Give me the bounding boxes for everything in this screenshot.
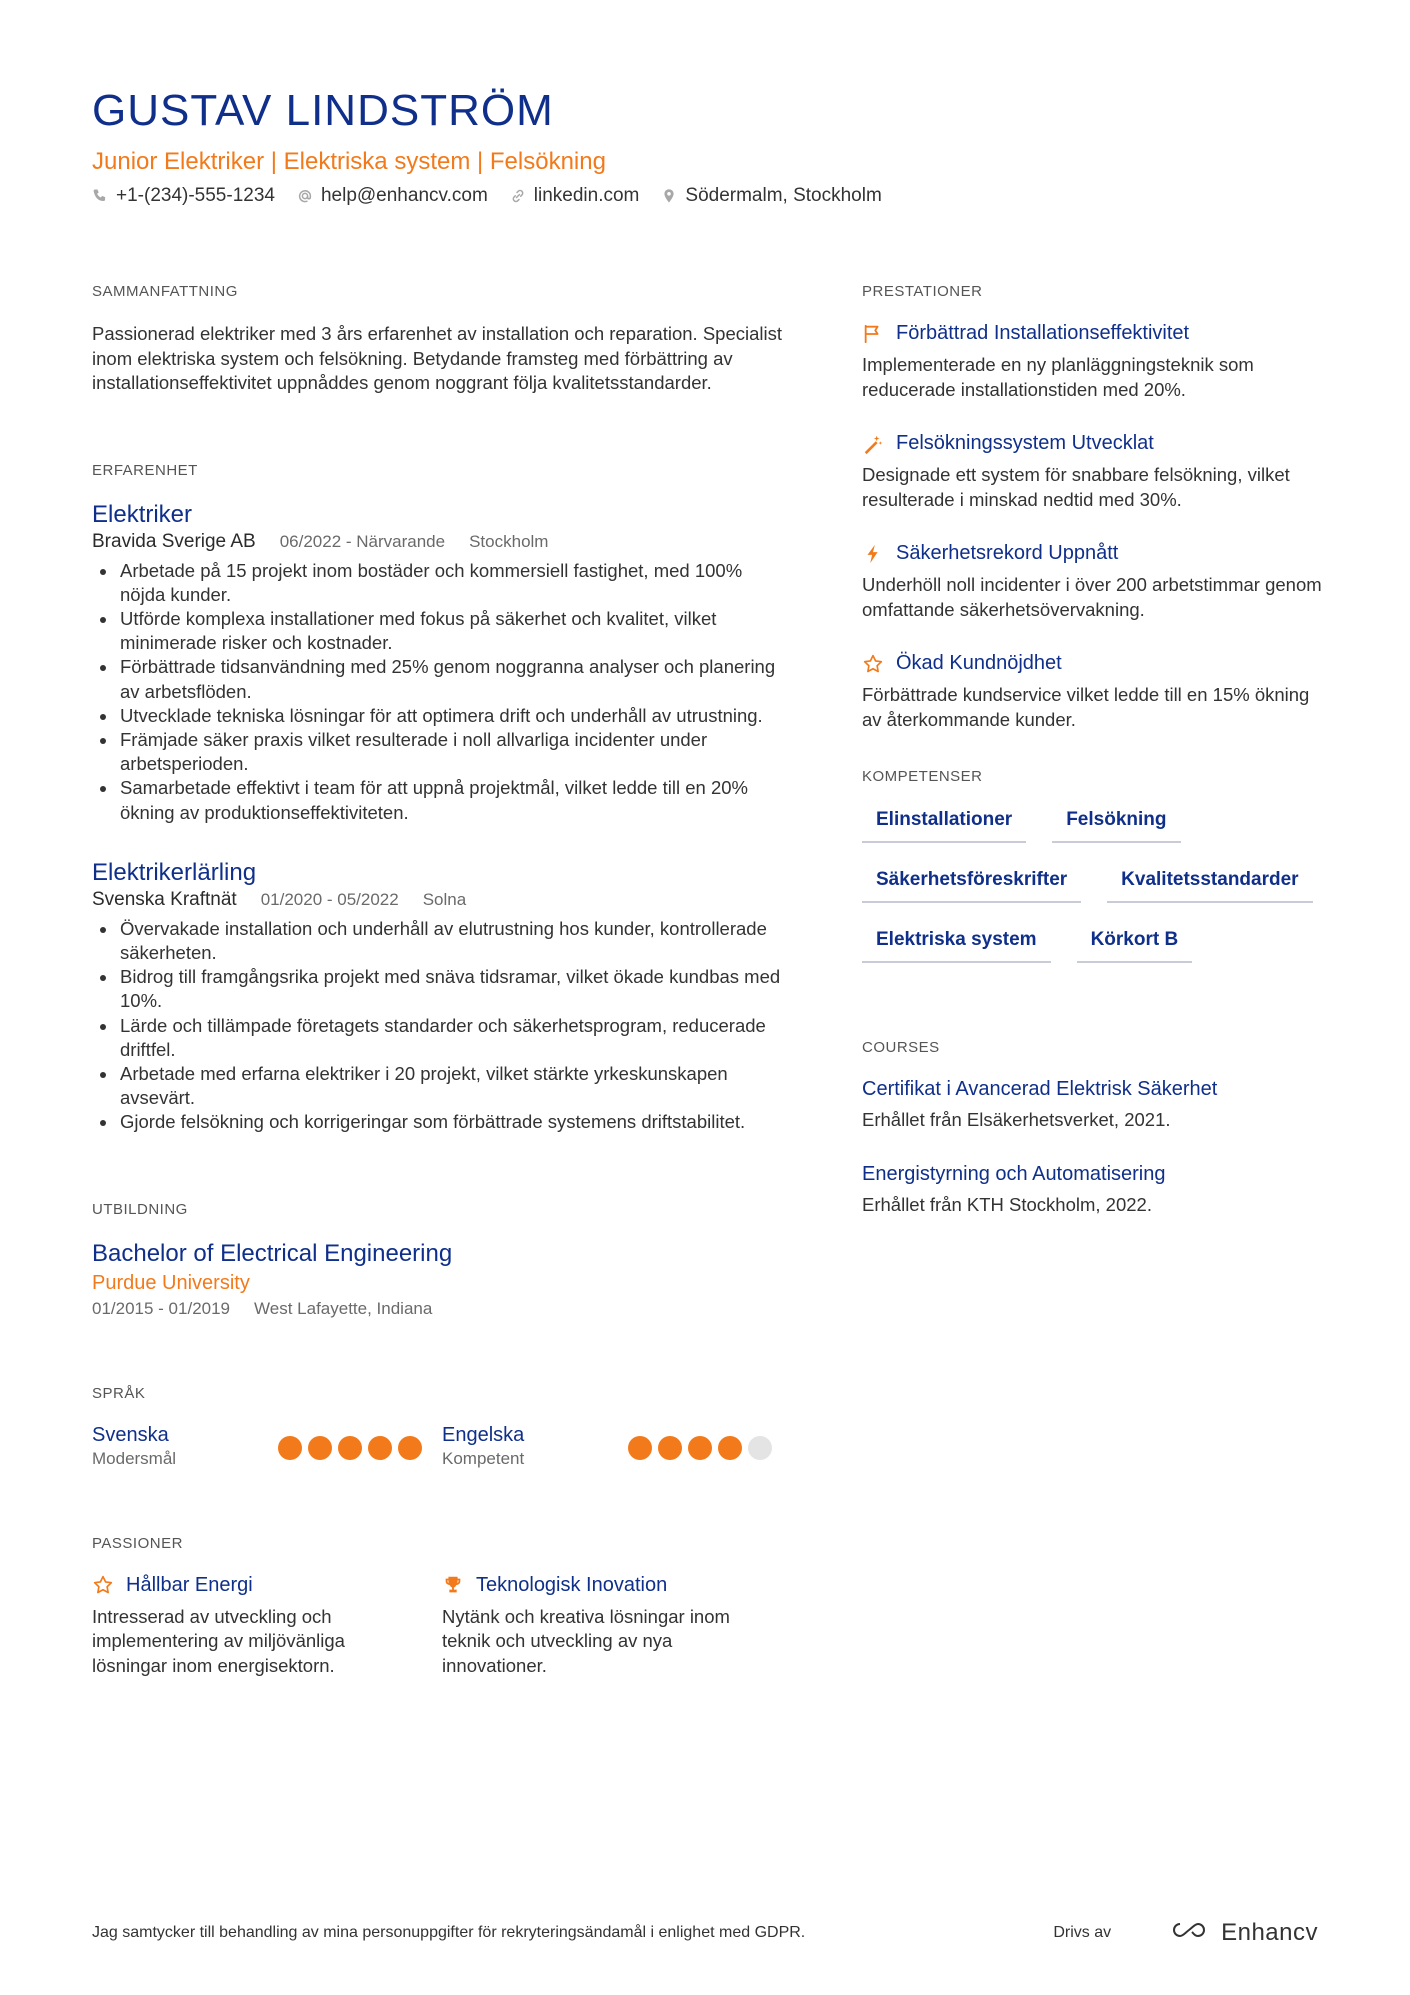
star-icon bbox=[862, 653, 884, 675]
education-school: Purdue University bbox=[92, 1271, 250, 1294]
lightning-icon bbox=[862, 543, 884, 565]
skill-tag: Säkerhetsföreskrifter bbox=[862, 869, 1081, 903]
course-description: Erhållet från Elsäkerhetsverket, 2021. bbox=[862, 1109, 1171, 1130]
contact-location bbox=[661, 185, 881, 207]
trophy-icon bbox=[442, 1574, 464, 1596]
achievement-description: Förbättrade kundservice vilket ledde till en 15% ökning av återkommande kunder. bbox=[862, 684, 1310, 730]
achievements-section bbox=[862, 283, 1322, 732]
language-level: Modersmål bbox=[92, 1448, 177, 1468]
magic-wand-icon bbox=[862, 433, 884, 455]
job-bullet: Arbetade på 15 projekt inom bostäder och kommersiell fastighet, med 100% nöjda kunder. bbox=[92, 559, 792, 607]
job-entry bbox=[92, 501, 792, 825]
skill-tag: Elektriska system bbox=[862, 929, 1051, 963]
right-column bbox=[862, 283, 1322, 1216]
candidate-headline: Junior Elektriker | Elektriska system | Felsökning bbox=[92, 148, 606, 175]
skill-list bbox=[862, 809, 1322, 963]
language-name: Svenska bbox=[92, 1423, 169, 1446]
job-bullet: Lärde och tillämpade företagets standarder och säkerhetsprogram, reducerade driftfel. bbox=[92, 1014, 792, 1062]
job-bullet: Utvecklade tekniska lösningar för att optimera drift och underhåll av utrustning. bbox=[92, 704, 792, 728]
job-location: Solna bbox=[422, 889, 467, 909]
job-bullet: Bidrog till framgångsrika projekt med snäva tidsramar, vilket ökade kundbas med 10%. bbox=[92, 965, 792, 1013]
link-icon bbox=[510, 188, 526, 204]
language-rating bbox=[628, 1436, 772, 1460]
education-degree: Bachelor of Electrical Engineering bbox=[92, 1239, 453, 1267]
courses-heading: COURSES bbox=[862, 1039, 940, 1056]
course-title: Energistyrning och Automatisering bbox=[862, 1163, 1166, 1185]
education-entry bbox=[92, 1240, 792, 1319]
achievement-item bbox=[862, 322, 1322, 402]
education-location: West Lafayette, Indiana bbox=[254, 1298, 433, 1318]
at-icon bbox=[297, 188, 313, 204]
achievements-heading: PRESTATIONER bbox=[862, 283, 983, 300]
experience-section bbox=[92, 462, 792, 1135]
passion-title: Teknologisk Inovation bbox=[476, 1573, 668, 1596]
gdpr-consent-text: Jag samtycker till behandling av mina personuppgifter för rekryteringsändamål i enlighet med GDPR. bbox=[92, 1923, 806, 1941]
passion-description: Nytänk och kreativa lösningar inom teknik och utveckling av nya innovationer. bbox=[442, 1605, 730, 1676]
rating-dot-filled bbox=[368, 1436, 392, 1460]
achievement-description: Designade ett system för snabbare felsökning, vilket resulterade i minskad nedtid med 30%. bbox=[862, 464, 1290, 510]
job-title: Elektrikerlärling bbox=[92, 858, 257, 886]
contact-location-text: Södermalm, Stockholm bbox=[685, 185, 882, 206]
achievement-title: Felsökningssystem Utvecklat bbox=[896, 432, 1154, 454]
location-pin-icon bbox=[661, 188, 677, 204]
rating-dot-filled bbox=[658, 1436, 682, 1460]
contact-email-text: help@enhancv.com bbox=[320, 185, 488, 206]
job-bullet: Samarbetade effektivt i team för att uppnå projektmål, vilket ledde till en 20% ökning av produktionseffektiviteten. bbox=[92, 776, 792, 824]
education-heading: UTBILDNING bbox=[92, 1200, 188, 1218]
passion-item bbox=[92, 1574, 442, 1679]
achievement-description: Implementerade en ny planläggningsteknik som reducerade installationstiden med 20%. bbox=[862, 354, 1254, 400]
job-company: Svenska Kraftnät bbox=[92, 888, 237, 910]
course-item bbox=[862, 1078, 1322, 1131]
course-title: Certifikat i Avancerad Elektrisk Säkerhet bbox=[862, 1078, 1218, 1100]
job-meta bbox=[92, 531, 792, 553]
flag-icon bbox=[862, 323, 884, 345]
skill-tag: Felsökning bbox=[1052, 809, 1180, 843]
education-meta bbox=[92, 1299, 792, 1319]
skills-section bbox=[862, 768, 1322, 963]
job-bullet: Förbättrade tidsanvändning med 25% genom noggranna analyser och planering av arbetsflöden. bbox=[92, 655, 792, 703]
achievement-item bbox=[862, 542, 1322, 622]
footer bbox=[92, 1918, 1318, 1947]
achievement-description: Underhöll noll incidenter i över 200 arbetstimmar genom omfattande säkerhetsövervakning. bbox=[862, 574, 1322, 620]
achievement-title: Säkerhetsrekord Uppnått bbox=[896, 542, 1119, 564]
job-location: Stockholm bbox=[469, 531, 549, 551]
passions-heading: PASSIONER bbox=[92, 1534, 183, 1552]
achievement-item bbox=[862, 652, 1322, 732]
language-name: Engelska bbox=[442, 1423, 525, 1446]
rating-dot-filled bbox=[688, 1436, 712, 1460]
candidate-name: GUSTAV LINDSTRÖM bbox=[92, 86, 554, 135]
skill-tag: Kvalitetsstandarder bbox=[1107, 869, 1312, 903]
rating-dot-filled bbox=[628, 1436, 652, 1460]
job-company: Bravida Sverige AB bbox=[92, 530, 256, 552]
summary-section bbox=[92, 283, 792, 396]
star-icon bbox=[92, 1574, 114, 1596]
languages-section bbox=[92, 1385, 792, 1469]
job-bullet: Främjade säker praxis vilket resulterade i noll allvarliga incidenter under arbetsperioden. bbox=[92, 728, 792, 776]
passion-item bbox=[442, 1574, 792, 1679]
passion-list bbox=[92, 1574, 792, 1679]
skill-tag: Körkort B bbox=[1077, 929, 1193, 963]
passion-title: Hållbar Energi bbox=[126, 1573, 253, 1596]
summary-heading: SAMMANFATTNING bbox=[92, 283, 238, 300]
rating-dot-filled bbox=[338, 1436, 362, 1460]
job-bullet: Utförde komplexa installationer med fokus på säkerhet och kvalitet, vilket minimerade risker och kostnader. bbox=[92, 607, 792, 655]
job-bullets bbox=[92, 917, 792, 1135]
language-level: Kompetent bbox=[442, 1448, 525, 1468]
job-meta bbox=[92, 889, 792, 911]
rating-dot-empty bbox=[748, 1436, 772, 1460]
job-dates: 06/2022 - Närvarande bbox=[279, 531, 446, 551]
job-bullets bbox=[92, 559, 792, 825]
language-rating bbox=[278, 1436, 422, 1460]
job-bullet: Arbetade med erfarna elektriker i 20 projekt, vilket stärkte yrkeskunskapen avsevärt. bbox=[92, 1062, 792, 1110]
summary-text: Passionerad elektriker med 3 års erfarenhet av installation och reparation. Specialist inom elektriska system och felsökning. Betydande framsteg med förbättring av installationseffektivitet uppnåddes genom noggrant följa kvalitetsstandarder. bbox=[92, 323, 783, 393]
powered-by bbox=[1053, 1918, 1318, 1947]
contact-linkedin[interactable] bbox=[510, 185, 640, 207]
contact-linkedin-text: linkedin.com bbox=[533, 185, 640, 206]
phone-icon bbox=[92, 188, 108, 204]
job-dates: 01/2020 - 05/2022 bbox=[260, 889, 399, 909]
brand-logo[interactable] bbox=[1167, 1918, 1318, 1947]
contact-phone[interactable] bbox=[92, 185, 275, 207]
contact-phone-text: +1-(234)-555-1234 bbox=[116, 185, 275, 206]
job-entry bbox=[92, 859, 792, 1135]
education-section bbox=[92, 1201, 792, 1319]
course-description: Erhållet från KTH Stockholm, 2022. bbox=[862, 1194, 1152, 1215]
courses-section bbox=[862, 1039, 1322, 1216]
passions-section bbox=[92, 1535, 792, 1679]
job-title: Elektriker bbox=[92, 500, 193, 528]
achievement-title: Förbättrad Installationseffektivitet bbox=[896, 322, 1190, 344]
education-dates: 01/2015 - 01/2019 bbox=[92, 1298, 231, 1318]
enhancv-logo-icon bbox=[1167, 1918, 1211, 1947]
experience-heading: ERFARENHET bbox=[92, 461, 198, 479]
rating-dot-filled bbox=[308, 1436, 332, 1460]
language-item bbox=[92, 1424, 442, 1469]
brand-name: Enhancv bbox=[1221, 1918, 1318, 1946]
rating-dot-filled bbox=[398, 1436, 422, 1460]
contact-email[interactable] bbox=[297, 185, 488, 207]
powered-by-label: Drivs av bbox=[1053, 1923, 1112, 1941]
rating-dot-filled bbox=[278, 1436, 302, 1460]
job-bullet: Övervakade installation och underhåll av elutrustning hos kunder, kontrollerade säkerheten. bbox=[92, 917, 792, 965]
skills-heading: KOMPETENSER bbox=[862, 768, 983, 785]
languages-heading: SPRÅK bbox=[92, 1384, 146, 1402]
rating-dot-filled bbox=[718, 1436, 742, 1460]
achievement-item bbox=[862, 432, 1322, 512]
language-list bbox=[92, 1424, 792, 1469]
job-bullet: Gjorde felsökning och korrigeringar som förbättrade systemens driftstabilitet. bbox=[92, 1110, 792, 1134]
contact-bar bbox=[92, 185, 882, 207]
course-item bbox=[862, 1163, 1322, 1216]
left-column bbox=[92, 283, 792, 1678]
passion-description: Intresserad av utveckling och implementering av miljövänliga lösningar inom energisektorn. bbox=[92, 1605, 345, 1676]
skill-tag: Elinstallationer bbox=[862, 809, 1026, 843]
achievement-title: Ökad Kundnöjdhet bbox=[896, 652, 1062, 674]
language-item bbox=[442, 1424, 792, 1469]
